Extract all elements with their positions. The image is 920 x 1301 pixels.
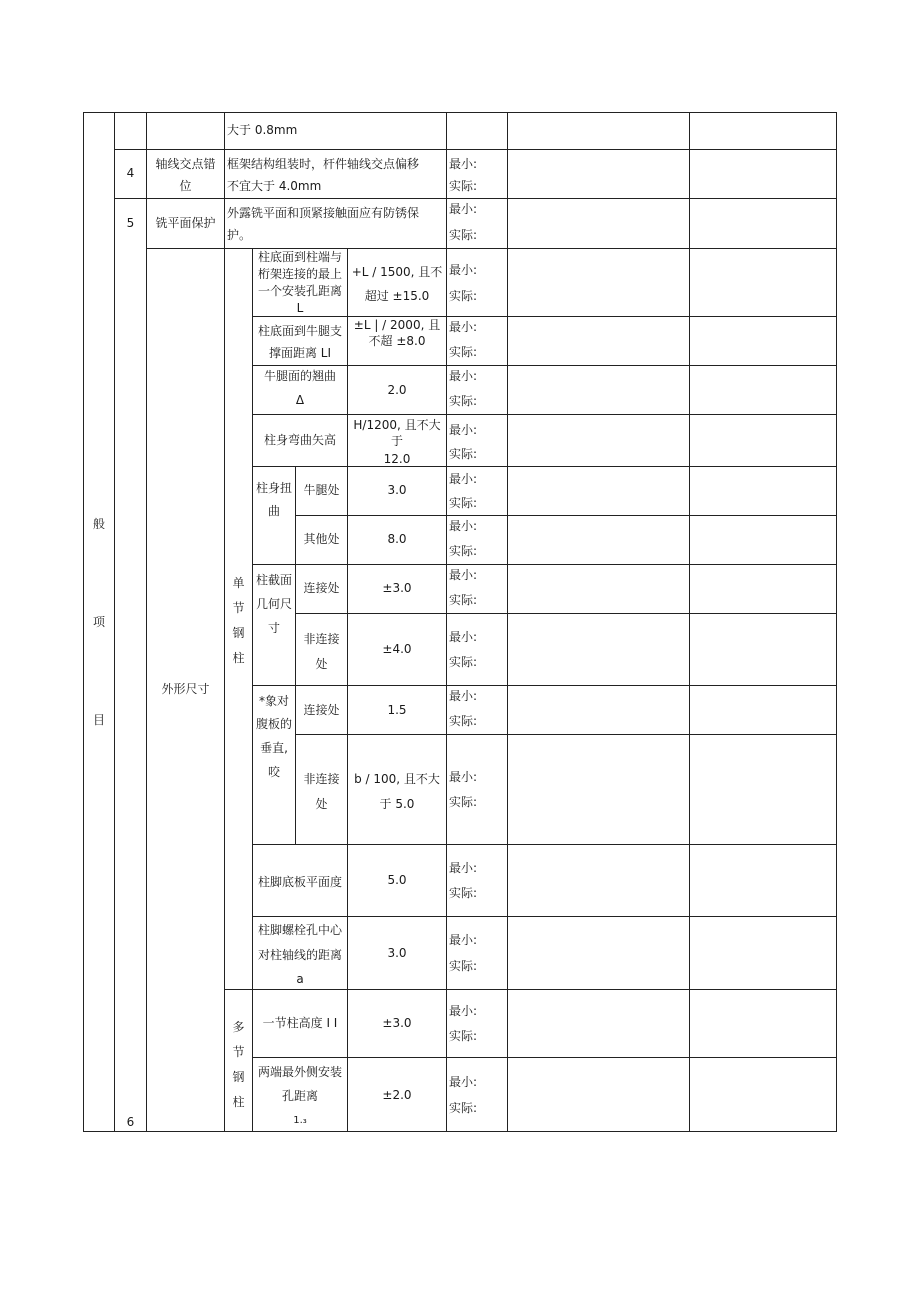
- group-label: *象对: [258, 694, 289, 708]
- requirement-text: 外露铣平面和顶紧接触面应有防锈保: [227, 206, 420, 220]
- row-line: [295, 613, 837, 614]
- side-label-char: 项: [92, 615, 105, 629]
- check-item: 柱脚螺栓孔中心: [257, 923, 342, 937]
- actual-label: 实际:: [449, 714, 478, 728]
- row-line: [252, 685, 837, 686]
- col-line: [689, 112, 690, 1132]
- item-name: 铣平面保护: [155, 216, 216, 230]
- actual-label: 实际:: [449, 345, 478, 359]
- tolerance: 5.0: [387, 873, 407, 887]
- min-label: 最小:: [449, 423, 478, 437]
- tolerance: 12.0: [383, 452, 411, 466]
- group-label: 柱截面: [255, 573, 292, 587]
- col-line: [224, 112, 225, 1132]
- row-line: [252, 564, 837, 565]
- tolerance: 于 5.0: [379, 797, 415, 811]
- check-item: L: [296, 301, 304, 315]
- row-line: [252, 916, 837, 917]
- min-label: 最小:: [449, 933, 478, 947]
- col-line: [507, 112, 508, 1132]
- side-label-char: 目: [92, 713, 105, 727]
- tolerance: b / 100, 且不大: [354, 772, 440, 786]
- sub-item: 连接处: [303, 581, 340, 595]
- tolerance: H/1200, 且不大: [353, 418, 441, 432]
- tolerance: 3.0: [387, 946, 407, 960]
- actual-label: 实际:: [449, 447, 478, 461]
- row-line: [252, 1057, 837, 1058]
- actual-label: 实际:: [449, 496, 478, 510]
- row-line: [114, 198, 837, 199]
- tolerance: 2.0: [387, 383, 407, 397]
- row-line: [252, 466, 837, 467]
- item-name: 位: [179, 179, 192, 193]
- tolerance: ±L | / 2000, 且: [353, 318, 441, 332]
- min-label: 最小:: [449, 519, 478, 533]
- sub-item: 处: [315, 657, 328, 671]
- row-line: [114, 149, 837, 150]
- tolerance: 3.0: [387, 483, 407, 497]
- actual-label: 实际:: [449, 179, 478, 193]
- check-item: 柱底面到牛腿支: [257, 324, 342, 338]
- row-line: [295, 515, 837, 516]
- tolerance: +L / 1500, 且不: [351, 265, 443, 279]
- actual-label: 实际:: [449, 228, 478, 242]
- min-label: 最小:: [449, 472, 478, 486]
- item-name: 轴线交点错: [155, 157, 216, 171]
- sub-item: 其他处: [303, 532, 340, 546]
- actual-label: 实际:: [449, 1101, 478, 1115]
- min-label: 最小:: [449, 369, 478, 383]
- tolerance: 不超 ±8.0: [368, 334, 426, 348]
- side-label-char: 般: [92, 517, 105, 531]
- actual-label: 实际:: [449, 593, 478, 607]
- check-item: 柱身弯曲矢高: [263, 433, 336, 447]
- col-line: [114, 112, 115, 1132]
- sub-item: 非连接: [303, 632, 340, 646]
- actual-label: 实际:: [449, 655, 478, 669]
- requirement-text: 不宜大于 4.0mm: [227, 179, 322, 193]
- min-label: 最小:: [449, 1075, 478, 1089]
- tolerance: 8.0: [387, 532, 407, 546]
- check-item: 柱底面到柱端与: [257, 250, 342, 264]
- min-label: 最小:: [449, 630, 478, 644]
- category-label: 外形尺寸: [161, 682, 210, 696]
- check-item: 孔距离: [281, 1089, 318, 1103]
- group-label: 垂直,: [260, 741, 288, 755]
- min-label: 最小:: [449, 861, 478, 875]
- min-label: 最小:: [449, 1004, 478, 1018]
- min-label: 最小:: [449, 263, 478, 277]
- check-item: 一个安装孔距离: [257, 284, 342, 298]
- group-label: 咬: [267, 765, 280, 779]
- check-item: 牛腿面的翘曲: [263, 369, 336, 383]
- col-line: [146, 112, 147, 1132]
- check-item: 对柱轴线的距离: [257, 948, 342, 962]
- min-label: 最小:: [449, 157, 478, 171]
- group-label: 几何尺: [255, 597, 292, 611]
- check-item: Δ: [295, 393, 305, 407]
- requirement-text: 大于 0.8mm: [227, 123, 298, 137]
- group-label: 柱身扭: [255, 481, 292, 495]
- sub-item: 牛腿处: [303, 483, 340, 497]
- item-number: 6: [126, 1115, 135, 1129]
- tolerance: ±3.0: [382, 1016, 412, 1030]
- min-label: 最小:: [449, 320, 478, 334]
- table-border-bottom: [83, 1131, 837, 1132]
- col-line: [446, 112, 447, 1132]
- min-label: 最小:: [449, 770, 478, 784]
- actual-label: 实际:: [449, 795, 478, 809]
- group-label: 腹板的: [255, 717, 292, 731]
- actual-label: 实际:: [449, 1029, 478, 1043]
- tolerance: 超过 ±15.0: [364, 289, 430, 303]
- check-item: 1.₃: [293, 1115, 307, 1126]
- item-number: 5: [126, 216, 135, 230]
- min-label: 最小:: [449, 202, 478, 216]
- actual-label: 实际:: [449, 886, 478, 900]
- actual-label: 实际:: [449, 394, 478, 408]
- tolerance: ±2.0: [382, 1088, 412, 1102]
- check-item: 两端最外侧安装: [257, 1065, 342, 1079]
- actual-label: 实际:: [449, 959, 478, 973]
- item-number: 4: [126, 166, 135, 180]
- sub-item: 连接处: [303, 703, 340, 717]
- actual-label: 实际:: [449, 289, 478, 303]
- check-item: 桁架连接的最上: [257, 267, 342, 281]
- sub-item: 非连接: [303, 772, 340, 786]
- min-label: 最小:: [449, 568, 478, 582]
- check-item: a: [296, 972, 304, 986]
- tolerance: ±4.0: [382, 642, 412, 656]
- tolerance: ±3.0: [382, 581, 412, 595]
- row-line: [252, 414, 837, 415]
- row-line: [295, 734, 837, 735]
- inspection-form: 般 项 目 大于 0.8mm 4 轴线交点错 位 框架结构组装时，杆件轴线交点偏移 不宜大于 4.0mm 最小: 实际: 5 铣平面保护 外露铣平面和顶紧接触面应有防锈保 护。 最小: 实际: 6 外形尺寸 单 节 钢 柱 多 节 钢 柱 柱底面到柱端与 桁架连接的最上 一个安装孔距离 L +L / 1500, 且不 超过 ±15.0 最小: 实际: 柱底面到牛腿支 撑面距离 LI ±L | / 2000, 且 不超 ±8.0 最小: 实际: 牛腿面的翘曲 Δ 2.0 最小: 实际: 柱身弯曲矢高 H/1200, 且不大 于 12.0 最小: 实际: 柱身扭 曲 牛腿处 3.0 最小: 实际: 其他处 8.0 最小: 实际: 柱截面 几何尺 寸 连接处 ±3.0 最小: 实际: 非连接 处 ±4.0 最小: 实际: *象对 腹板的 垂直, 咬 连接处 1.5 最小: 实际: 非连接 处 b / 100, 且不大 于 5.0 最小: 实际: 柱脚底板平面度 5.0 最小: 实际: 柱脚螺栓孔中心 对柱轴线的距离 a 3.0 最小: 实际: 一节柱高度 I I ±3.0 最小: 实际: 两端最外侧安装 孔距离 1.₃ ±2.0 最小: 实际:: [0, 0, 920, 1301]
- sub-item: 处: [315, 797, 328, 811]
- actual-label: 实际:: [449, 544, 478, 558]
- check-item: 一节柱高度 I I: [262, 1016, 338, 1030]
- row-line: [252, 844, 837, 845]
- row-line: [146, 248, 837, 249]
- check-item: 撑面距离 LI: [268, 346, 332, 360]
- group-label: 寸: [267, 621, 280, 635]
- row-line: [252, 365, 837, 366]
- row-line: [224, 989, 837, 990]
- min-label: 最小:: [449, 689, 478, 703]
- tolerance: 于: [390, 434, 403, 448]
- table-border-right: [836, 112, 837, 1132]
- requirement-text: 护。: [227, 228, 252, 242]
- tolerance: 1.5: [387, 703, 407, 717]
- group-label: 曲: [267, 504, 280, 518]
- table-border-top: [83, 112, 837, 113]
- requirement-text: 框架结构组装时，杆件轴线交点偏移: [227, 157, 420, 171]
- check-item: 柱脚底板平面度: [257, 875, 342, 889]
